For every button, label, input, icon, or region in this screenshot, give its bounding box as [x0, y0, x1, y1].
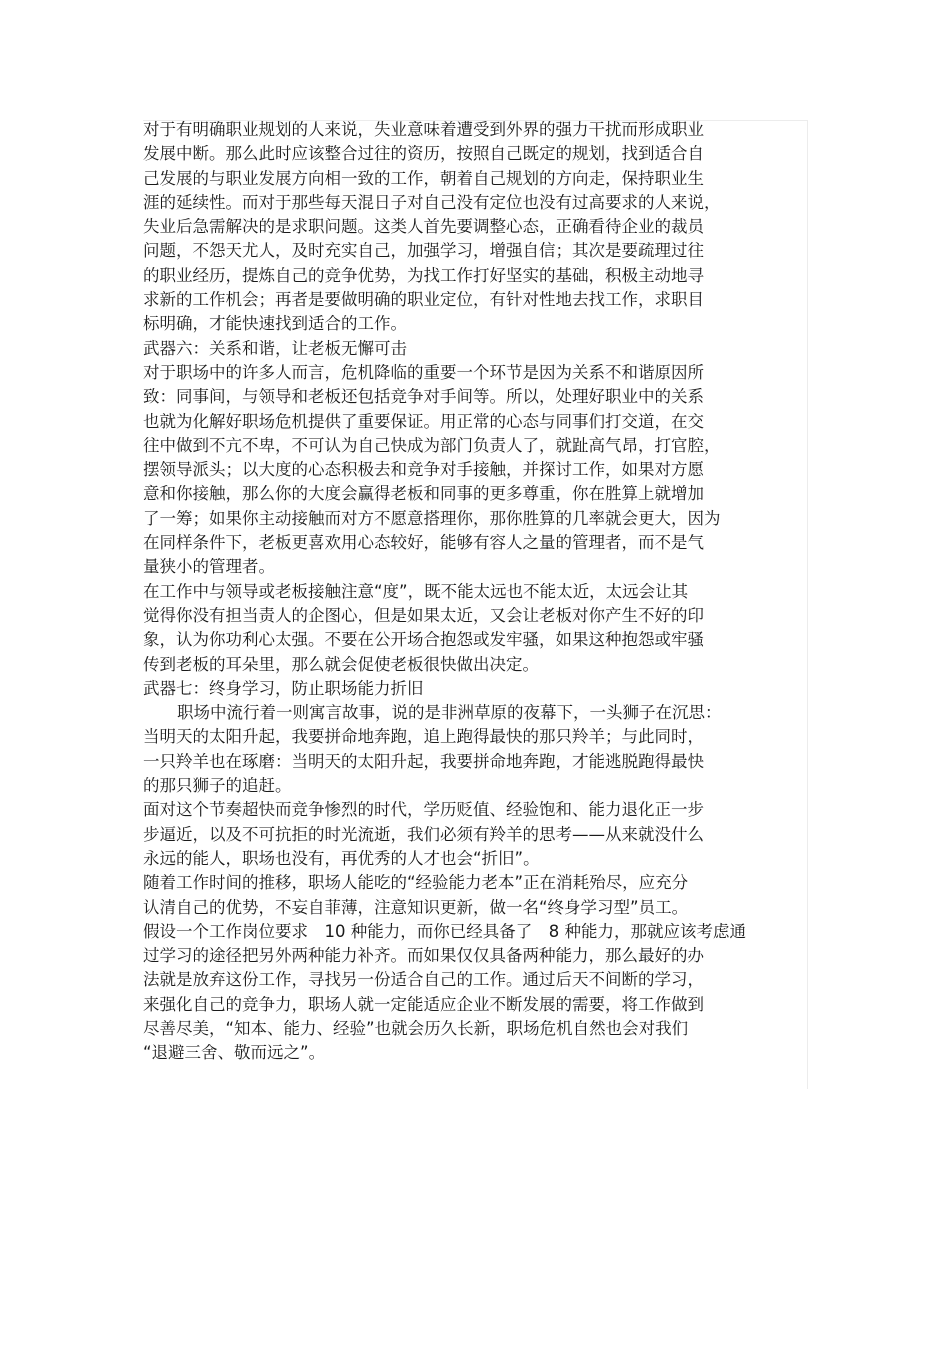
text-line: 象，认为你功利心太强。不要在公开场合抱怨或发牢骚，如果这种抱怨或牢骚 [143, 630, 704, 650]
text-line: 传到老板的耳朵里，那么就会促使老板很快做出决定。 [143, 654, 539, 674]
text-line: 致：同事间，与领导和老板还包括竞争对手间等。所以，处理好职业中的关系 [143, 387, 704, 407]
text-line: 假设一个工作岗位要求 10 种能力，而你已经具备了 8 种能力，那就应该考虑通 [143, 921, 746, 941]
text-line: 面对这个节奏超快而竞争惨烈的时代，学历贬值、经验饱和、能力退化正一步 [143, 800, 704, 820]
text-line: 职场中流行着一则寓言故事，说的是非洲草原的夜幕下，一头狮子在沉思： [177, 703, 722, 723]
text-line: 量狭小的管理者。 [143, 557, 275, 577]
text-line: 在同样条件下，老板更喜欢用心态较好，能够有容人之量的管理者，而不是气 [143, 533, 704, 553]
text-line: 武器七：终身学习，防止职场能力折旧 [143, 678, 424, 698]
text-line: 步逼近，以及不可抗拒的时光流逝，我们必须有羚羊的思考——从来就没什么 [143, 824, 704, 844]
text-line: 己发展的与职业发展方向相一致的工作，朝着自己规划的方向走，保持职业生 [143, 168, 704, 188]
text-line: 往中做到不亢不卑，不可认为自己快成为部门负责人了，就趾高气昂，打官腔， [143, 435, 721, 455]
text-line: “退避三舍、敬而远之”。 [143, 1043, 326, 1063]
text-line: 标明确，才能快速找到适合的工作。 [143, 314, 407, 334]
text-line: 法就是放弃这份工作，寻找另一份适合自己的工作。通过后天不间断的学习， [143, 970, 704, 990]
text-line: 求新的工作机会；再者是要做明确的职业定位，有针对性地去找工作，求职目 [143, 290, 704, 310]
text-line: 随着工作时间的推移，职场人能吃的“经验能力老本”正在消耗殆尽，应充分 [143, 873, 689, 893]
text-line: 的职业经历，提炼自己的竞争优势，为找工作打好坚实的基础，积极主动地寻 [143, 265, 704, 285]
text-line: 也就为化解好职场危机提供了重要保证。用正常的心态与同事们打交道，在交 [143, 411, 704, 431]
text-line: 武器六：关系和谐，让老板无懈可击 [143, 338, 407, 358]
text-line: 失业后急需解决的是求职问题。这类人首先要调整心态，正确看待企业的裁员 [143, 217, 704, 237]
text-line: 永远的能人，职场也没有，再优秀的人才也会“折旧”。 [143, 848, 540, 868]
text-line: 认清自己的优势，不妄自菲薄，注意知识更新，做一名“终身学习型”员工。 [143, 897, 689, 917]
text-line: 一只羚羊也在琢磨：当明天的太阳升起，我要拼命地奔跑，才能逃脱跑得最快 [143, 751, 704, 771]
text-line: 对于职场中的许多人而言，危机降临的重要一个环节是因为关系不和谐原因所 [143, 362, 704, 382]
text-line: 意和你接触，那么你的大度会赢得老板和同事的更多尊重，你在胜算上就增加 [143, 484, 704, 504]
text-line: 过学习的途径把另外两种能力补齐。而如果仅仅具备两种能力，那么最好的办 [143, 946, 704, 966]
text-line: 对于有明确职业规划的人来说，失业意味着遭受到外界的强力干扰而形成职业 [143, 120, 704, 139]
text-line: 当明天的太阳升起，我要拼命地奔跑，追上跑得最快的那只羚羊；与此同时， [143, 727, 704, 747]
text-line: 问题，不怨天尤人，及时充实自己，加强学习，增强自信；其次是要疏理过往 [143, 241, 704, 261]
text-line: 发展中断。那么此时应该整合过往的资历，按照自己既定的规划，找到适合自 [143, 144, 704, 164]
text-line: 了一筹；如果你主动接触而对方不愿意搭理你，那你胜算的几率就会更大，因为 [143, 508, 721, 528]
text-line: 尽善尽美，“知本、能力、经验”也就会历久长新，职场危机自然也会对我们 [143, 1018, 689, 1038]
text-line: 摆领导派头；以大度的心态积极去和竞争对手接触，并探讨工作，如果对方愿 [143, 460, 704, 480]
text-line: 来强化自己的竞争力，职场人就一定能适应企业不断发展的需要，将工作做到 [143, 994, 704, 1014]
text-line: 的那只狮子的追赶。 [143, 776, 292, 796]
text-line: 觉得你没有担当责人的企图心，但是如果太近，又会让老板对你产生不好的印 [143, 605, 704, 625]
text-line: 在工作中与领导或老板接触注意“度”，既不能太远也不能太近，太远会让其 [143, 581, 689, 601]
text-line: 涯的延续性。而对于那些每天混日子对自己没有定位也没有过高要求的人来说， [143, 192, 721, 212]
document-body [143, 118, 803, 1066]
